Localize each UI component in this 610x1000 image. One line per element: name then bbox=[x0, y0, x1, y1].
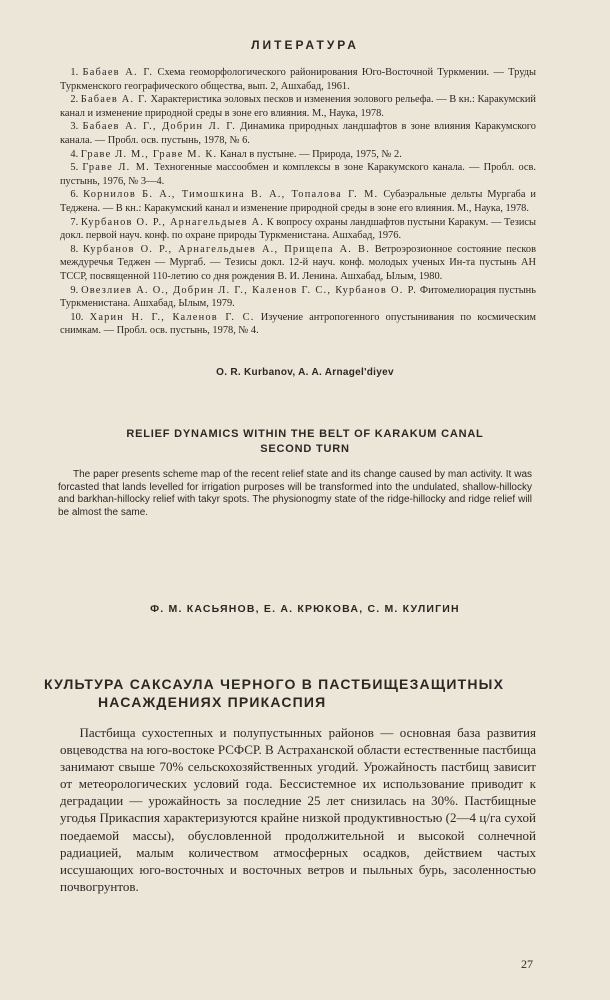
reference-author: Курбанов О. Р., Арнагельдыев А. bbox=[80, 216, 265, 228]
reference-item bbox=[60, 66, 536, 93]
literature-heading: ЛИТЕРАТУРА bbox=[251, 38, 359, 52]
article-body-text: Пастбища сухостепных и полупустынных районов — основная база развития овцеводства на юго-востоке РСФСР. В Астраханской области естественные пастбища занимают свыше 70% сельскохозяйственных угодий. Урожайность пастбищ зависит от метеорологических условий года. Бессистемное их использование приводит к деградации — урожайность за последние 25 лет снизилась на 30%. Пастбищные угодья Прикаспия характеризуются крайне низкой продуктивностью (2—4 ц/га сухой поедаемой массы), обусловленной продолжительной и высокой солнечной радиацией, малым количеством атмосферных осадков, действием частых иссушающих юго-восточных и восточных ветров и пыльных бурь, засоленностью почвогрунтов. bbox=[60, 725, 536, 894]
reference-number: 4. bbox=[70, 148, 79, 160]
reference-number: 8. bbox=[70, 243, 79, 255]
english-title-line: SECOND TURN bbox=[260, 443, 350, 455]
reference-list bbox=[60, 66, 536, 338]
reference-item bbox=[60, 284, 536, 311]
english-abstract bbox=[58, 469, 532, 519]
reference-author: Граве Л. М., Граве М. К. bbox=[80, 148, 218, 160]
article-title-line: НАСАЖДЕНИЯХ ПРИКАСПИЯ bbox=[98, 694, 327, 710]
reference-number: 5. bbox=[70, 162, 79, 174]
reference-number: 10. bbox=[70, 311, 84, 323]
reference-text: Техногенные массообмен и комплексы в зоне Каракумского канала. — Пробл. осв. пустынь, 1976, № 3—4. bbox=[60, 162, 537, 187]
page-number: 27 bbox=[521, 957, 533, 971]
article-title-line: КУЛЬТУРА САКСАУЛА ЧЕРНОГО В ПАСТБИЩЕЗАЩИТНЫХ bbox=[44, 676, 505, 692]
reference-text: К вопросу охраны ландшафтов пустыни Каракум. — Тезисы докл. первой науч. конф. по охране природы Туркменистана. Ашхабад, 1976. bbox=[60, 216, 536, 242]
reference-number: 6. bbox=[70, 189, 79, 201]
reference-text: Канал в пустыне. — Природа, 1975, № 2. bbox=[217, 148, 402, 160]
reference-text: Характеристика эоловых песков и изменения эолового рельефа. — В кн.: Каракумский канал и изменение природной среды в зоне его влияния. М., Наука, 1978. bbox=[60, 94, 536, 119]
reference-number: 2. bbox=[70, 94, 79, 106]
reference-text: Фитомелиорация пустынь Туркменистана. Ашхабад, Ылым, 1979. bbox=[60, 284, 536, 310]
article-authors: Ф. М. КАСЬЯНОВ, Е. А. КРЮКОВА, С. М. КУЛИГИН bbox=[150, 603, 460, 615]
reference-item bbox=[60, 311, 536, 338]
english-summary-authors: O. R. Kurbanov, A. A. Arnagel'diyev bbox=[216, 367, 394, 378]
reference-author: Курбанов О. Р., Арнагельдыев А., Прищепа А. В. bbox=[82, 243, 370, 255]
reference-author: Овезлиев А. О., Добрин Л. Г., Каленов Г. С., Курбанов О. Р. bbox=[81, 284, 418, 296]
reference-text: Динамика природных ландшафтов в зоне влияния Каракумского канала. — Пробл. осв. пустынь, 1978, № 6. bbox=[60, 121, 536, 146]
reference-text: Субаэральные дельты Мургаба и Теджена. — В кн.: Каракумский канал и изменение природной среды в зоне его влияния. М., Наука, 1978. bbox=[60, 189, 536, 214]
reference-text: Ветроэрозионное состояние песков междуречья Теджен — Мургаб. — Тезисы докл. 12-й науч. конф. молодых ученых Ин-та пустынь АН ТССР, посвященной 110-летию со дня рождения В. И. Ленина. Ашхабад, Ылым, 1980. bbox=[60, 243, 537, 282]
reference-item bbox=[60, 161, 536, 188]
article-body bbox=[60, 724, 536, 895]
english-title-line: RELIEF DYNAMICS WITHIN THE BELT OF KARAKUM CANAL bbox=[126, 428, 484, 440]
reference-number: 7. bbox=[70, 216, 79, 228]
reference-item bbox=[60, 148, 536, 162]
reference-author: Харин Н. Г., Каленов Г. С. bbox=[89, 311, 255, 323]
reference-number: 3. bbox=[70, 121, 79, 133]
reference-item bbox=[60, 120, 536, 147]
reference-item bbox=[60, 216, 536, 243]
reference-item bbox=[60, 188, 536, 215]
reference-item bbox=[60, 243, 536, 284]
reference-item bbox=[60, 93, 536, 120]
reference-author: Бабаев А. Г. bbox=[80, 94, 148, 106]
reference-author: Бабаев А. Г. bbox=[82, 67, 154, 78]
english-summary-title bbox=[0, 427, 610, 457]
reference-text: Изучение антропогенного опустынивания по космическим снимкам. — Пробл. осв. пустынь, 1978, № 4. bbox=[60, 311, 536, 337]
reference-author: Корнилов Б. А., Тимошкина В. А., Топалова Г. М. bbox=[83, 189, 379, 201]
reference-number: 9. bbox=[70, 284, 79, 296]
article-title bbox=[44, 675, 544, 711]
reference-text: Схема геоморфологического районирования Юго-Восточной Туркмении. — Труды Туркменского географического общества, вып. 2, Ашхабад, 1961. bbox=[60, 67, 536, 92]
reference-author: Граве Л. М. bbox=[82, 162, 150, 174]
english-abstract-text: The paper presents scheme map of the recent relief state and its change caused by man activity. It was forcasted that lands levelled for irrigation purposes will be transformed into the undulated, shallow-hillocky and barkhan-hillocky relief with takyr spots. The physionogmy state of the ridge-hillocky and ridge relief will be almost the same. bbox=[58, 469, 532, 518]
reference-author: Бабаев А. Г., Добрин Л. Г. bbox=[82, 121, 237, 133]
reference-number: 1. bbox=[70, 67, 79, 78]
